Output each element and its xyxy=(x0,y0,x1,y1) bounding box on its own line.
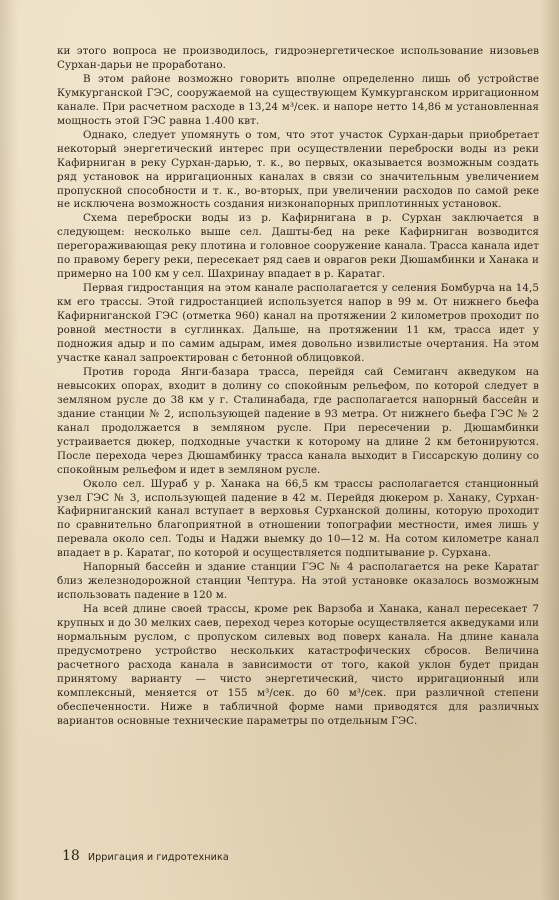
paragraph-continuation: ки этого вопроса не производилось, гидроэнергетическое использование низовьев Сурхан-дарьи не проработано. xyxy=(57,45,539,71)
paragraph-crossings: На всей длине своей трассы, кроме рек Варзоба и Ханака, канал пересекает 7 крупных и до 30 мелких саев, переход через которые осуществляется акведуками или нормальным руслом, с пропуском силевых вод поверх канала. На длине канала предусмотрено устройство нескольких катастрофических сбросов. Величина расчетного расхода канала в зависимости от того, какой уклон будет придан принятому варианту — чисто энергетический, чисто ирригационный или комплексный, меняется от 155 м³/сек. до 60 м³/сек. при различной степени обеспеченности. Ниже в табличной форме нами приводятся для различных вариантов основные технические параметры по отдельным ГЭС. xyxy=(57,603,539,727)
paragraph-energy-interest: Однако, следует упомянуть о том, что этот участок Сурхан-дарьи приобретает некоторый энергетический интерес при осуществлении переброски воды из реки Кафирниган в реку Сурхан-дарью, т. к., во первых, оказывается возможным создать ряд установок на ирригационных каналах в связи со значительным увеличением пропускной способности и т. к., во-вторых, при увеличении расходов по самой реке не исключена возможность создания низконапорных приплотинных установок. xyxy=(57,128,539,211)
journal-title: Ирригация и гидротехника xyxy=(87,852,229,863)
paragraph-yangi-bazar: Против города Янги-базара трасса, перейдя сай Семиганч акведуком на невысоких опорах, входит в долину со спокойным рельефом, по которой следует в земляном русле до 38 км у г. Сталинабада, где располагается напорный бассейн и здание станции № 2, использующей падение в 93 метра. От нижнего бьефа ГЭС № 2 канал продолжается в земляном русле. При пересечении р. Дюшамбинки устраивается дюкер, подходные участки к которому на длине 2 км бетонируются. После перехода через Дюшамбинку трасса канала выходит в Гиссарскую долину со спокойным рельефом и идет в земляном русле. xyxy=(57,365,539,476)
page-number: 18 xyxy=(62,848,80,864)
paragraph-station-4: Напорный бассейн и здание станции ГЭС № 4 располагается на реке Каратаг близ железнодорожной станции Чептура. На этой установке оказалось возможным использовать падение в 120 м. xyxy=(57,561,539,602)
paragraph-diversion-scheme: Схема переброски воды из р. Кафирнигана в р. Сурхан заключается в следующем: несколько выше сел. Дашты-бед на реке Кафирниган возводится перегораживающая реку плотина и головное сооружение канала. Трасса канала идет по правому берегу реки, пересекает ряд саев и оврагов реки Дюшамбинки и Ханака и примерно на 100 км у сел. Шахринау впадает в р. Каратаг. xyxy=(57,212,539,281)
paragraph-first-station: Первая гидростанция на этом канале располагается у селения Бомбурча на 14,5 км его трассы. Этой гидростанцией используется напор в 99 м. От нижнего бьефа Кафирниганской ГЭС (отметка 960) канал на протяжении 2 километров проходит по ровной местности в суглинках. Дальше, на протяжении 11 км, трасса идет у подножия адыр и по самим адырам, имея довольно извилистые очертания. На этом участке канал запроектирован с бетонной облицовкой. xyxy=(57,282,539,364)
page-footer xyxy=(62,848,229,864)
body-text xyxy=(57,45,539,729)
paragraph-kumkurgan-ges: В этом районе возможно говорить вполне определенно лишь об устройстве Кумкурганской ГЭС, сооружаемой на существующем Кумкурганском ирригационном канале. При расчетном расходе в 13,24 м³/сек. и напоре нетто 14,86 м установленная мощность этой ГЭС равна 1.400 квт. xyxy=(57,72,539,127)
paragraph-station-3: Около сел. Шураб у р. Ханака на 66,5 км трассы располагается станционный узел ГЭС № 3, использующей падение в 42 м. Перейдя дюкером р. Ханаку, Сурхан-Кафирниганский канал вступает в верховья Сурханской долины, которую проходит по сравнительно благоприятной в отношении топографии местности, имея лишь у перевала около сел. Тоды и Наджи выемку до 10—12 м. На сотом километре канал впадает в р. Каратаг, по которой и осуществляется подпитывание р. Сурхана. xyxy=(57,477,539,560)
